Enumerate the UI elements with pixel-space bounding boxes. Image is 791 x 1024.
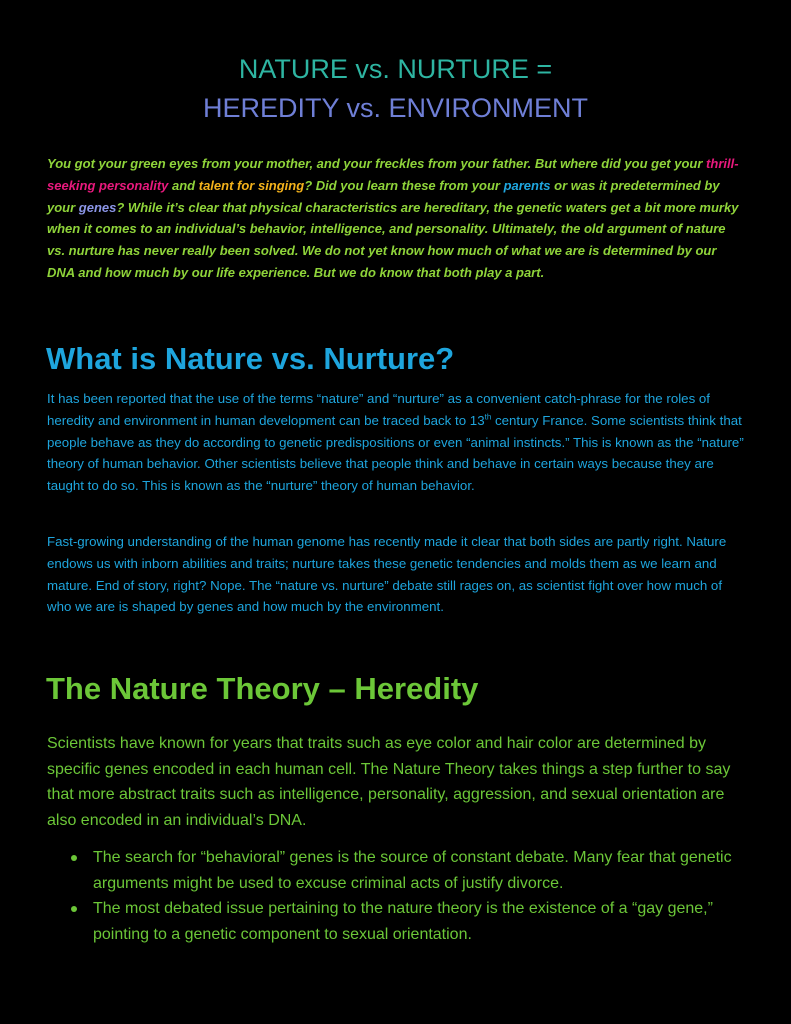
bullet-dot-icon xyxy=(71,855,77,861)
nature-bullet-list xyxy=(47,845,747,947)
intro-genes-word: genes xyxy=(78,199,117,215)
intro-parents-word: parents xyxy=(503,177,551,193)
bullet-item xyxy=(47,896,747,947)
what-p1-text-b: century France. Some scientists think that people behave as they do according to genetic predispositions or even “animal instincts.” This is known as the “nature” theory of human behavior. Other scientists believe that people think and behave in certain ways because they are taught to do so. This is known as the “nurture” theory of human behavior. xyxy=(47,412,744,494)
intro-text-3: ? Did you learn these from your xyxy=(304,177,504,193)
intro-text-2: and xyxy=(168,177,199,193)
title-line-1: NATURE vs. NURTURE = xyxy=(238,54,553,84)
intro-text-4: or was it predetermined by your xyxy=(47,177,720,215)
bullet-text: The most debated issue pertaining to the nature theory is the existence of a “gay gene,” pointing to a genetic component to sexual orientation. xyxy=(93,900,713,943)
what-p1-text-a: It has been reported that the use of the terms “nature” and “nurture” as a convenient catch-phrase for the roles of heredity and environment in human development can be traced back to 13 xyxy=(47,391,711,428)
intro-text-1: You got your green eyes from your mother, and your freckles from your father. But where did you get your xyxy=(47,156,707,171)
what-paragraph-1 xyxy=(47,388,747,497)
bullet-text: The search for “behavioral” genes is the source of constant debate. Many fear that genetic arguments might be used to excuse criminal acts of justify divorce. xyxy=(93,849,732,892)
intro-paragraph xyxy=(47,153,747,284)
what-p1-superscript: th xyxy=(484,412,492,422)
what-paragraph-2: Fast-growing understanding of the human genome has recently made it clear that both sides are partly right. Nature endows us with inborn abilities and traits; nurture takes these genetic tendencies and molds them as we learn and mature. End of story, right? Nope. The “nature vs. nurture” debate still rages on, as scientist fight over how much of who we are is shaped by genes and how much by the environment. xyxy=(47,534,727,615)
bullet-item xyxy=(47,845,747,896)
heading-nature-theory: The Nature Theory – Heredity xyxy=(46,671,479,706)
intro-text-5: ? While it’s clear that physical characteristics are hereditary, the genetic waters get a bit more murky when it comes to an individual’s behavior, intelligence, and personality. Ultimately, the old argument of nature vs. nurture has never really been solved. We do not yet know how much of what we are is determined by our DNA and how much by our life experience. But we do know that both play a part. xyxy=(47,199,739,280)
heading-what-is-nature-vs-nurture: What is Nature vs. Nurture? xyxy=(46,341,455,376)
bullet-dot-icon xyxy=(71,906,77,912)
intro-talent-phrase: talent for singing xyxy=(198,177,305,193)
title-line-2: HEREDITY vs. ENVIRONMENT xyxy=(202,93,589,123)
intro-thrill-phrase: thrill-seeking personality xyxy=(47,156,739,193)
nature-paragraph: Scientists have known for years that traits such as eye color and hair color are determined by specific genes encoded in each human cell. The Nature Theory takes things a step further to say that more abstract traits such as intelligence, personality, aggression, and sexual orientation are also encoded in an individual’s DNA. xyxy=(47,735,731,829)
